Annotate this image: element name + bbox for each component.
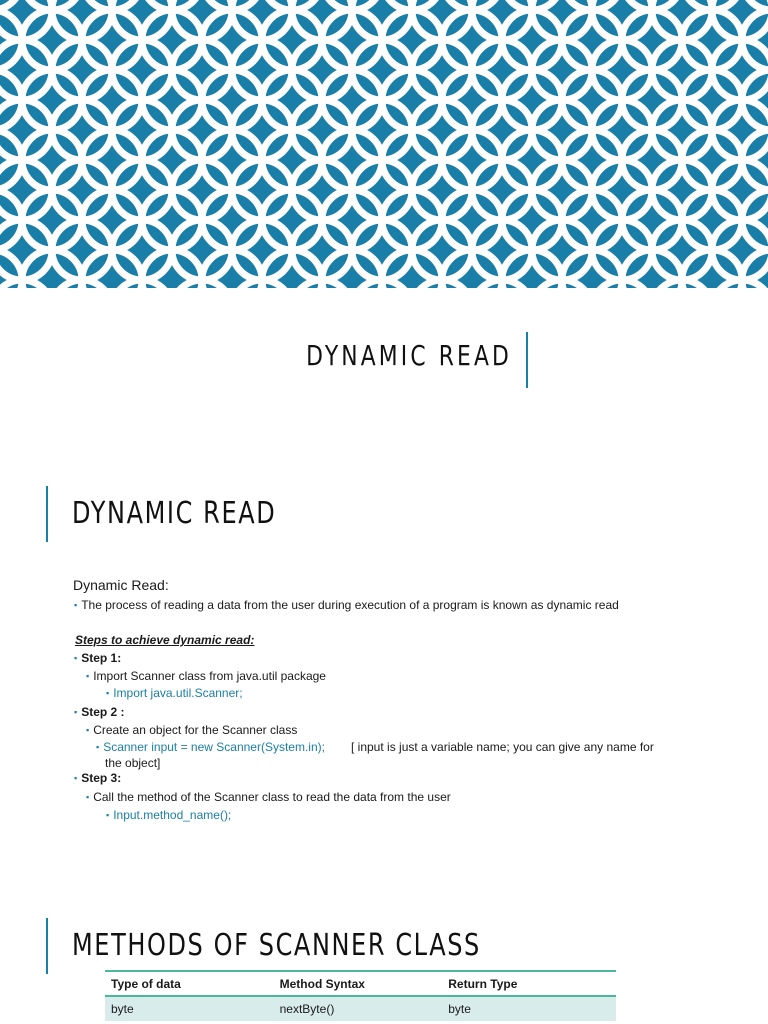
list-item bbox=[106, 807, 231, 824]
steps-title: Steps to achieve dynamic read: bbox=[75, 633, 255, 647]
table-cell: byte bbox=[105, 996, 274, 1021]
step3-label: Step 3: bbox=[81, 771, 122, 785]
scanner-methods-table bbox=[105, 970, 616, 1021]
list-item bbox=[86, 722, 297, 739]
section-heading: Dynamic Read: bbox=[73, 577, 169, 593]
step3-code: Input.method_name(); bbox=[113, 808, 232, 822]
slide2-title: DYNAMIC READ bbox=[72, 496, 277, 531]
step1-desc: Import Scanner class from java.util package bbox=[93, 669, 326, 683]
title-accent-bar bbox=[526, 332, 528, 388]
bullet-icon: ▪ bbox=[96, 742, 100, 752]
step1-label: Step 1: bbox=[81, 651, 122, 665]
step1-code: Import java.util.Scanner; bbox=[113, 686, 243, 700]
bullet-icon: ▪ bbox=[86, 792, 90, 802]
bullet-icon: ▪ bbox=[74, 653, 78, 663]
list-item bbox=[74, 597, 619, 614]
intro-text: The process of reading a data from the user during execution of a program is known as dynamic read bbox=[81, 598, 619, 612]
step2-code: Scanner input = new Scanner(System.in); bbox=[103, 740, 325, 754]
title-accent-bar bbox=[46, 486, 48, 542]
slide1-title: DYNAMIC READ bbox=[306, 339, 512, 372]
bullet-icon: ▪ bbox=[86, 725, 90, 735]
table-row bbox=[105, 996, 616, 1021]
list-item bbox=[74, 704, 125, 721]
list-item bbox=[74, 650, 121, 667]
step2-desc: Create an object for the Scanner class bbox=[93, 723, 298, 737]
step2-note: [ input is just a variable name; you can give any name for the object] bbox=[105, 740, 654, 770]
table-cell: nextByte() bbox=[274, 996, 443, 1021]
column-header: Type of data bbox=[105, 971, 274, 996]
table-header-row bbox=[105, 971, 616, 996]
bullet-icon: ▪ bbox=[86, 671, 90, 681]
list-item bbox=[74, 770, 121, 787]
list-item bbox=[86, 789, 451, 806]
bullet-icon: ▪ bbox=[74, 773, 78, 783]
decorative-pattern-banner bbox=[0, 0, 768, 288]
list-item bbox=[106, 685, 243, 702]
table-cell: byte bbox=[442, 996, 616, 1021]
bullet-icon: ▪ bbox=[74, 600, 78, 610]
title-accent-bar bbox=[46, 918, 48, 974]
column-header: Return Type bbox=[442, 971, 616, 996]
column-header: Method Syntax bbox=[274, 971, 443, 996]
bullet-icon: ▪ bbox=[106, 810, 110, 820]
bullet-icon: ▪ bbox=[106, 688, 110, 698]
slide3-title: METHODS OF SCANNER CLASS bbox=[72, 928, 481, 963]
step2-label: Step 2 : bbox=[81, 705, 125, 719]
step3-desc: Call the method of the Scanner class to read the data from the user bbox=[93, 790, 451, 804]
list-item bbox=[86, 668, 326, 685]
bullet-icon: ▪ bbox=[74, 707, 78, 717]
